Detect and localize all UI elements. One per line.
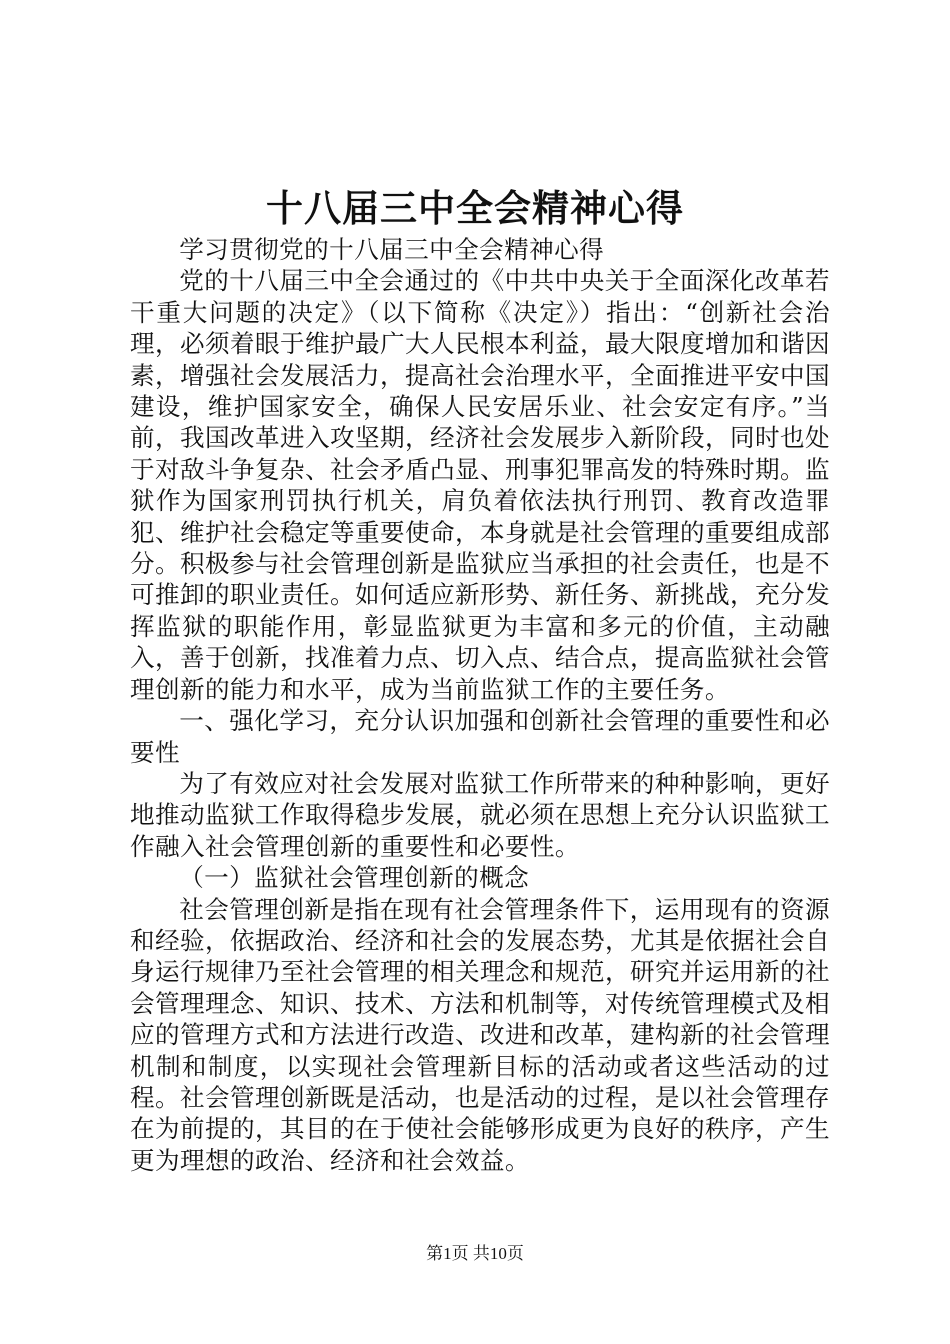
paragraph-intro: 党的十八届三中全会通过的《中共中央关于全面深化改革若干重大问题的决定》（以下简称《决定》）指出：“创新社会治理，必须着眼于维护最广大人民根本利益，最大限度增加和谐因素，增强社会发展活力，提高社会治理水平，全面推进平安中国建设，维护国家安全，确保人民安居乐业、社会安定有序。”当前，我国改革进入攻坚期，经济社会发展步入新阶段，同时也处于对敌斗争复杂、社会矛盾凸显、刑事犯罪高发的特殊时期。监狱作为国家刑罚执行机关，肩负着依法执行刑罚、教育改造罪犯、维护社会稳定等重要使命，本身就是社会管理的重要组成部分。积极参与社会管理创新是监狱应当承担的社会责任，也是不可推卸的职业责任。如何适应新形势、新任务、新挑战，充分发挥监狱的职能作用，彰显监狱更为丰富和多元的价值，主动融入，善于创新，找准着力点、切入点、结合点，提高监狱社会管理创新的能力和水平，成为当前监狱工作的主要任务。 [130, 266, 830, 704]
paragraph-section-1: 为了有效应对社会发展对监狱工作所带来的种种影响，更好地推动监狱工作取得稳步发展，就必须在思想上充分认识监狱工作融入社会管理创新的重要性和必要性。 [130, 768, 830, 861]
page-number-label: 第1页 共10页 [426, 1244, 524, 1263]
subsection-heading-1: （一）监狱社会管理创新的概念 [179, 863, 530, 893]
section-heading-1: 一、强化学习，充分认识加强和创新社会管理的重要性和必要性 [130, 706, 830, 767]
document-body [130, 234, 830, 1176]
paragraph-subtitle: 学习贯彻党的十八届三中全会精神心得 [179, 235, 605, 264]
document-title: 十八届三中全会精神心得 [266, 186, 684, 230]
page-footer [0, 1243, 950, 1265]
paragraph-concept: 社会管理创新是指在现有社会管理条件下，运用现有的资源和经验，依据政治、经济和社会的发展态势，尤其是依据社会自身运行规律乃至社会管理的相关理念和规范，研究并运用新的社会管理理念、知识、技术、方法和机制等，对传统管理模式及相应的管理方式和方法进行改造、改进和改革，建构新的社会管理机制和制度，以实现社会管理新目标的活动或者这些活动的过程。社会管理创新既是活动，也是活动的过程，是以社会管理存在为前提的，其目的在于使社会能够形成更为良好的秩序，产生更为理想的政治、经济和社会效益。 [130, 894, 830, 1175]
